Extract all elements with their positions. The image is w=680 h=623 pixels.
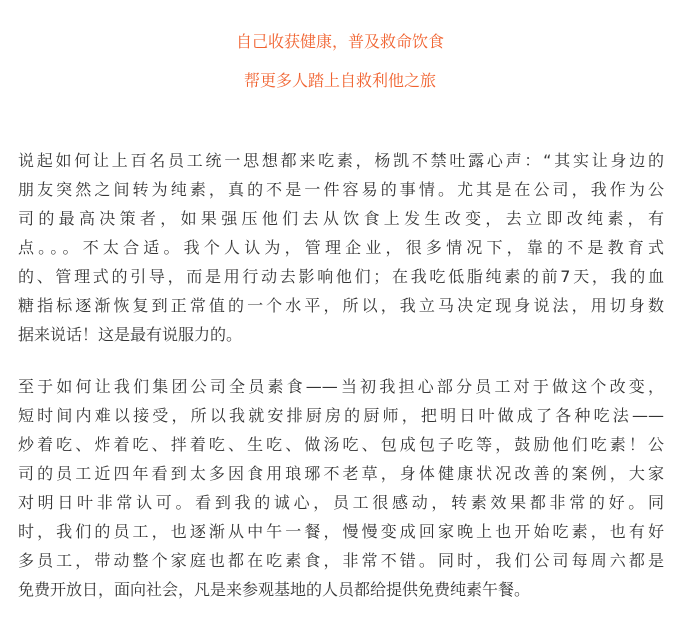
headline-line-2: 帮更多人踏上自救利他之旅 xyxy=(243,71,436,90)
paragraph-line: 糖指标逐渐恢复到正常值的一个水平，所以，我立马决定现身说法，用切身数 xyxy=(18,296,664,315)
paragraph-line: 免费开放日，面向社会，凡是来参观基地的人员都给提供免费纯素午餐。 xyxy=(18,580,531,599)
body-paragraph-1 xyxy=(18,146,664,349)
paragraph-line: 短时间内难以接受，所以我就安排厨房的厨师，把明日叶做成了各种吃法—— xyxy=(18,406,664,425)
paragraph-line: 时，我们的员工，也逐渐从中午一餐，慢慢变成回家晚上也开始吃素，也有好 xyxy=(18,522,664,541)
paragraph-line: 点。。。不太合适。我个人认为，管理企业，很多情况下，靠的不是教育式 xyxy=(18,238,664,257)
paragraph-line: 说起如何让上百名员工统一思想都来吃素，杨凯不禁吐露心声：“其实让身边的 xyxy=(18,151,664,170)
paragraph-line: 炒着吃、炸着吃、拌着吃、生吃、做汤吃、包成包子吃等，鼓励他们吃素！公 xyxy=(18,435,664,454)
paragraph-line: 司的最高决策者，如果强压他们去从饮食上发生改变，去立即改纯素，有 xyxy=(18,209,664,228)
paragraph-line: 的、管理式的引导，而是用行动去影响他们；在我吃低脂纯素的前7天，我的血 xyxy=(18,267,664,286)
paragraph-line: 多员工，带动整个家庭也都在吃素食，非常不错。同时，我们公司每周六都是 xyxy=(18,551,664,570)
paragraph-line: 朋友突然之间转为纯素，真的不是一件容易的事情。尤其是在公司，我作为公 xyxy=(18,180,664,199)
body-paragraph-2 xyxy=(18,372,664,604)
paragraph-line: 对明日叶非常认可。看到我的诚心，员工很感动，转素效果都非常的好。同 xyxy=(18,493,664,512)
headline-line-1: 自己收获健康，普及救命饮食 xyxy=(235,32,444,51)
paragraph-line: 至于如何让我们集团公司全员素食——当初我担心部分员工对于做这个改变， xyxy=(18,377,664,396)
paragraph-line: 据来说话！这是最有说服力的。 xyxy=(18,325,243,344)
paragraph-line: 司的员工近四年看到太多因食用琅琊不老草，身体健康状况改善的案例，大家 xyxy=(18,464,664,483)
